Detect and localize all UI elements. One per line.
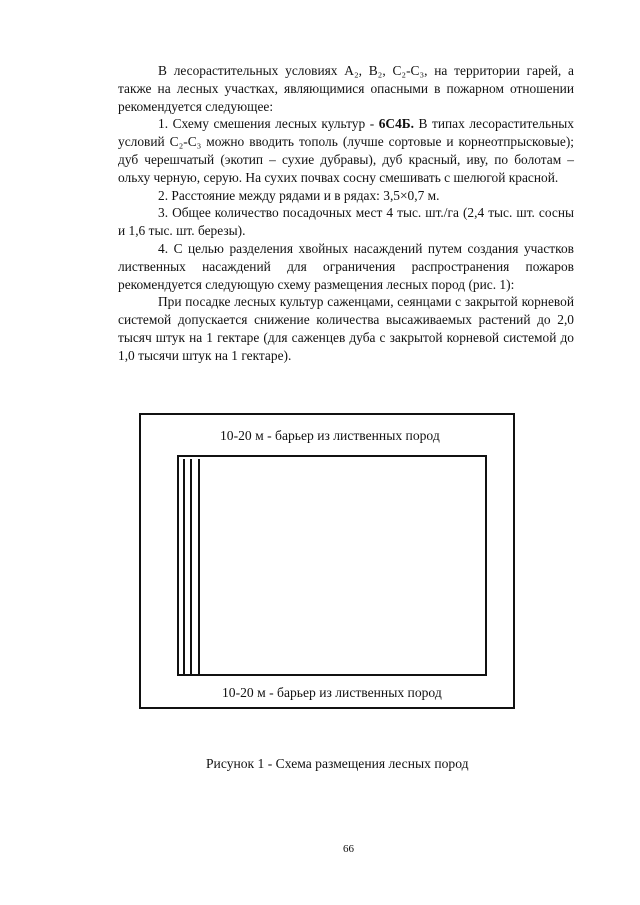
figure-caption: Рисунок 1 - Схема размещения лесных пород: [206, 756, 469, 771]
paragraph-item-3: 3. Общее количество посадочных мест 4 тыс. шт./га (2,4 тыс. шт. сосны и 1,6 тыс. шт. березы).: [118, 205, 574, 239]
planting-row-line: [183, 459, 185, 676]
paragraph-item-2: 2. Расстояние между рядами и в рядах: 3,5×0,7 м.: [158, 187, 440, 203]
page-number: 66: [343, 843, 354, 855]
barrier-label-top: 10-20 м - барьер из лиственных пород: [220, 428, 440, 443]
paragraph-item-1: [118, 115, 574, 186]
planting-row-line: [190, 459, 192, 676]
body-text: [118, 62, 574, 365]
figure-inner-frame: [177, 455, 487, 676]
paragraph-seedlings: При посадке лесных культур саженцами, сеянцами с закрытой корневой системой допускается снижение количества высаживаемых растений до 2,0 тысяч штук на 1 гектаре (для саженцев дуба с закрытой корневой системой до 1,0 тысячи штук на 1 гектаре).: [118, 294, 574, 363]
item-1-lead: 1. Схему смешения лесных культур -: [158, 116, 379, 132]
paragraph-item-4: 4. С целью разделения хвойных насаждений путем создания участков лиственных насаждений для ограничения распространения пожаров рекомендуется следующую схему размещения лесных пород (рис. 1):: [118, 240, 574, 292]
item-1-rest: В типах лесорастительных условий С₂-С₃ можно вводить тополь (лучше сортовые и корнеотпрысковые); дуб черешчатый (экотип – сухие дубравы), дуб красный, иву, по болотам – ольху черную, серую. На сухих почвах сосну смешивать с шелюгой красной.: [118, 116, 574, 185]
mix-formula: 6С4Б.: [378, 116, 414, 132]
barrier-label-bottom: 10-20 м - барьер из лиственных пород: [222, 685, 442, 700]
paragraph-intro: В лесорастительных условиях А₂, В₂, С₂-С₃, на территории гарей, а также на лесных участках, являющимися опасными в пожарном отношении рекомендуется следующее:: [118, 63, 574, 114]
planting-row-line: [198, 459, 200, 676]
